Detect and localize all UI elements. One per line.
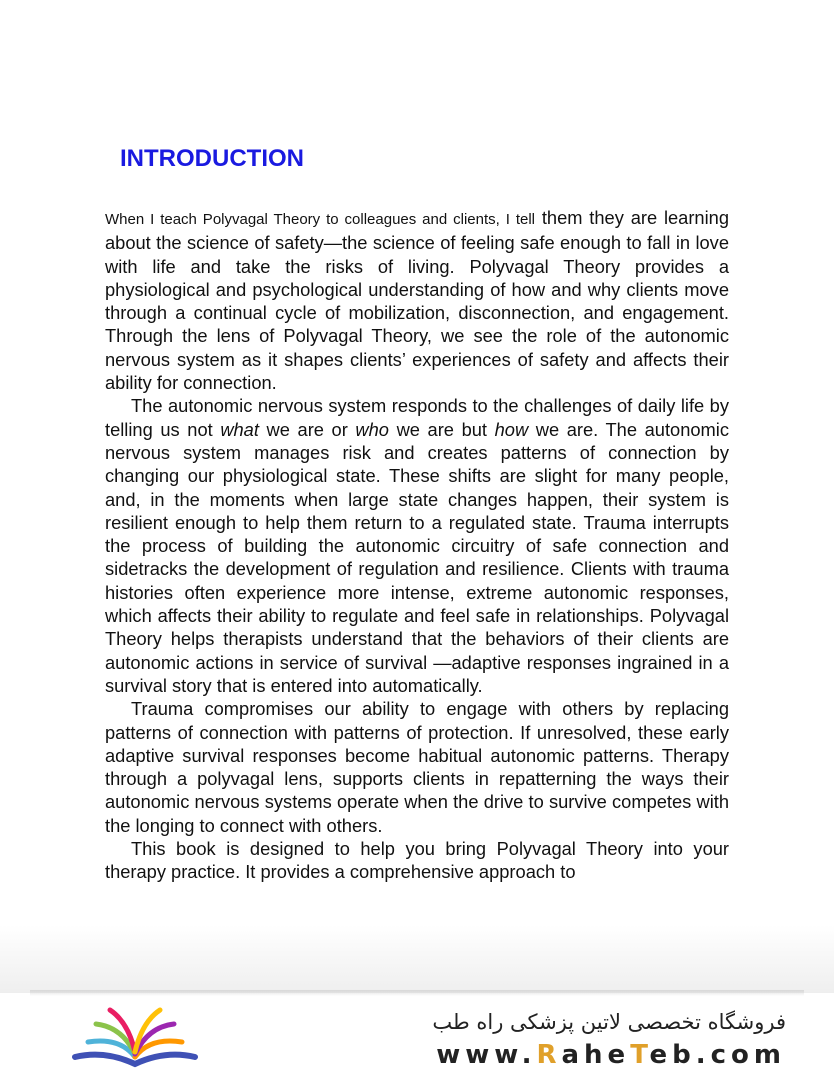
bottom-fade: [0, 925, 834, 995]
url-part-1: www.: [436, 1040, 537, 1070]
paragraph-3: Trauma compromises our ability to engage with others by replacing patterns of connection with patterns of protection. If unresolved, these early adaptive survival responses become habitual autonomic patterns. Therapy through a polyvagal lens, supports clients in repatterning the ways their autonomic nervous systems operate when the drive to survive competes with the longing to connect with others.: [105, 698, 729, 836]
paragraph-2-part-a: The autonomic nervous system responds to the challenges of daily life by telling us not: [105, 395, 729, 440]
store-name: فروشگاه تخصصی لاتین پزشکی راه طب: [432, 1010, 786, 1034]
paragraph-1-rest: them they are learning about the science of safety—the science of feeling safe enough to fall in love with life and take the risks of living. Polyvagal Theory provides a physiological and psychological understanding of how and why clients move through a continual cycle of mobilization, disconnection, and engagement. Through the lens of Polyvagal Theory, we see the role of the autonomic nervous system as it shapes clients’ experiences of safety and affects their ability for connection.: [105, 207, 729, 394]
paragraph-2-part-c: we are but: [388, 418, 495, 440]
body-text: [105, 206, 729, 884]
url-highlight-t: T: [630, 1040, 650, 1070]
footer-divider: [30, 990, 804, 996]
emphasis-what: what: [220, 418, 259, 440]
url-highlight-r: R: [536, 1040, 562, 1070]
paragraph-2-part-d: we are. The autonomic nervous system manages risk and creates patterns of connection by changing our physiological state. These shifts are slight for many people, and, in the moments when large state changes happen, their system is resilient enough to help them return to a regulated state. Trauma interrupts the process of building the autonomic circuitry of safe connection and sidetracks the development of regulation and resilience. Clients with trauma histories often experience more intense, extreme autonomic responses, which affects their ability to regulate and feel safe in relationships. Polyvagal Theory helps therapists understand that the behaviors of their clients are autonomic actions in service of survival —adaptive responses ingrained in a survival story that is entered into automatically.: [105, 418, 729, 696]
paragraph-2-part-b: we are or: [258, 418, 356, 440]
paragraph-1: [105, 206, 729, 394]
paragraph-4: This book is designed to help you bring Polyvagal Theory into your therapy practice. It provides a comprehensive approach to: [105, 838, 729, 883]
url-part-2: ahe: [561, 1040, 631, 1070]
paragraph-1-lead: When I teach Polyvagal Theory to colleagues and clients, I tell: [105, 211, 535, 228]
emphasis-who: who: [355, 418, 389, 440]
paragraph-2: [105, 394, 729, 697]
open-book-logo-icon: [70, 1002, 200, 1072]
store-url: [436, 1040, 786, 1070]
chapter-heading: INTRODUCTION: [120, 145, 304, 172]
url-part-3: eb.com: [649, 1040, 786, 1070]
emphasis-how: how: [494, 418, 529, 440]
